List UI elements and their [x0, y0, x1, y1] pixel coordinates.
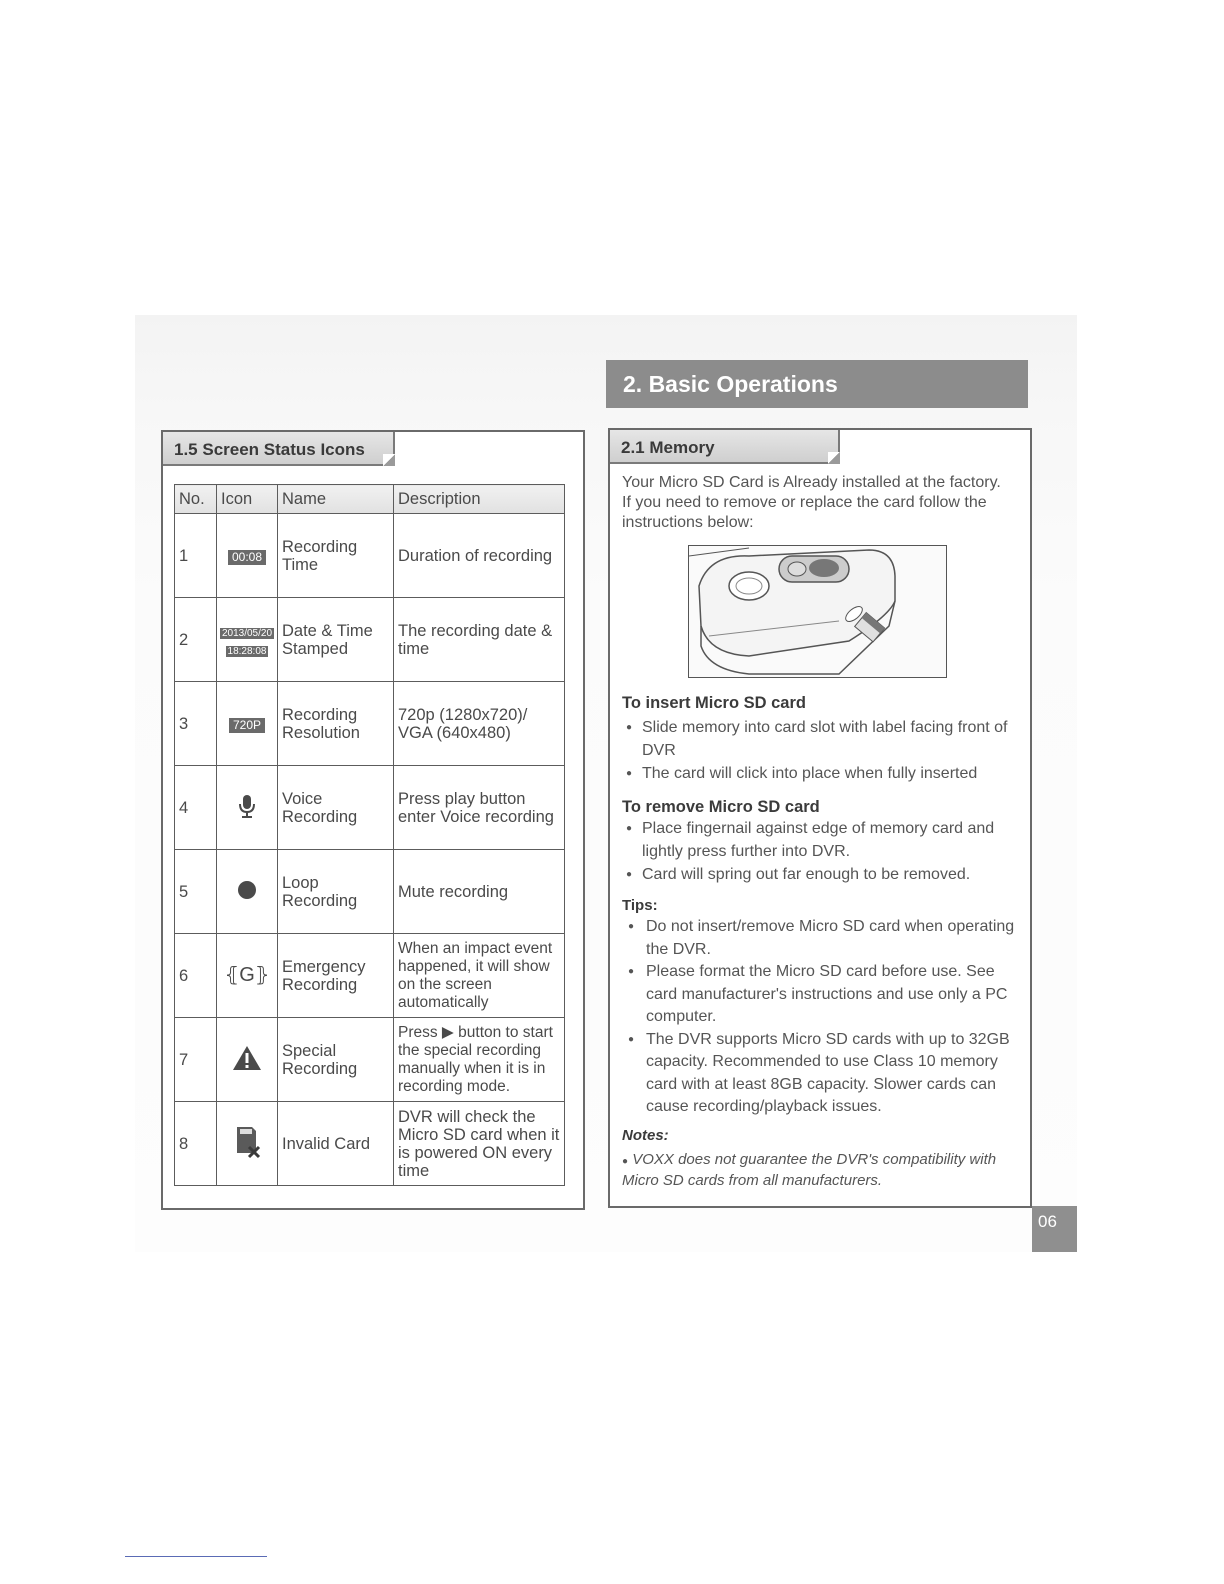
col-header-description: Description	[394, 485, 565, 514]
notes-heading: Notes:	[622, 1127, 669, 1144]
badge-date-text: 2013/05/20	[221, 627, 273, 639]
list-item: ● The DVR supports Micro SD cards with up to 32GB capacity. Recommended to use Class 10 memory card with at least 8GB capacity. Slower cards can cause recording/playback issues.	[626, 1029, 1018, 1119]
col-header-icon: Icon	[217, 485, 278, 514]
badge-time-text: 18:28:08	[227, 645, 267, 657]
chapter-header: 2. Basic Operations	[606, 360, 1028, 408]
row-number: 5	[175, 850, 217, 934]
tips-list	[626, 916, 1018, 1119]
row-description: Duration of recording	[394, 514, 565, 598]
table-row	[175, 514, 565, 598]
recording-time-badge-icon	[217, 514, 278, 598]
col-header-name: Name	[278, 485, 394, 514]
row-description: 720p (1280x720)/ VGA (640x480)	[394, 682, 565, 766]
row-description: Mute recording	[394, 850, 565, 934]
table-header-row	[175, 485, 565, 514]
table-row	[175, 598, 565, 682]
row-name: Recording Time	[278, 514, 394, 598]
row-description: Press play button enter Voice recording	[394, 766, 565, 850]
invalid-sd-card-icon	[217, 1102, 278, 1186]
row-number: 6	[175, 934, 217, 1018]
warning-triangle-icon	[217, 1018, 278, 1102]
status-icons-table	[174, 484, 565, 1186]
col-header-no: No.	[175, 485, 217, 514]
row-number: 8	[175, 1102, 217, 1186]
remove-card-heading: To remove Micro SD card	[622, 798, 820, 816]
tab-fold-corner	[383, 454, 395, 466]
row-number: 4	[175, 766, 217, 850]
insert-card-heading: To insert Micro SD card	[622, 694, 806, 712]
badge-text: 00:08	[228, 550, 266, 565]
microphone-icon	[217, 766, 278, 850]
list-item: ● Do not insert/remove Micro SD card when operating the DVR.	[626, 916, 1018, 961]
row-number: 7	[175, 1018, 217, 1102]
section-title-text: 1.5 Screen Status Icons	[174, 440, 365, 459]
table-row	[175, 934, 565, 1018]
remove-card-steps	[626, 817, 1018, 886]
list-item: ● Card will spring out far enough to be removed.	[626, 863, 1018, 886]
table-row	[175, 766, 565, 850]
section-title-memory	[610, 430, 840, 464]
row-name: Date & Time Stamped	[278, 598, 394, 682]
tips-heading: Tips:	[622, 897, 658, 914]
section-title-text: 2.1 Memory	[621, 438, 715, 457]
footer-divider	[125, 1556, 267, 1557]
table-row	[175, 1018, 565, 1102]
row-description: DVR will check the Micro SD card when it is powered ON every time	[394, 1102, 565, 1186]
row-name: Emergency Recording	[278, 934, 394, 1018]
page-number: 06	[1032, 1206, 1077, 1252]
row-number: 3	[175, 682, 217, 766]
row-name: Invalid Card	[278, 1102, 394, 1186]
record-dot-icon	[217, 850, 278, 934]
badge-text: 720P	[229, 718, 265, 733]
row-number: 1	[175, 514, 217, 598]
list-item: ● Please format the Micro SD card before use. See card manufacturer's instructions and use only a PC computer.	[626, 961, 1018, 1029]
row-name: Recording Resolution	[278, 682, 394, 766]
row-name: Special Recording	[278, 1018, 394, 1102]
sd-card-insertion-illustration	[688, 545, 947, 678]
section-title-status-icons	[163, 432, 395, 466]
g-sensor-glyph: ⦃G⦄	[224, 964, 270, 986]
g-sensor-icon	[217, 934, 278, 1018]
notes-text	[622, 1150, 1014, 1190]
list-item: ● The card will click into place when fully inserted	[626, 762, 1018, 785]
row-name: Voice Recording	[278, 766, 394, 850]
row-name: Loop Recording	[278, 850, 394, 934]
resolution-badge-icon	[217, 682, 278, 766]
list-item: ● Place fingernail against edge of memory card and lightly press further into DVR.	[626, 817, 1018, 863]
list-item: ● Slide memory into card slot with label facing front of DVR	[626, 716, 1018, 762]
row-description: Press ▶ button to start the special recording manually when it is in recording mode.	[394, 1018, 565, 1102]
row-number: 2	[175, 598, 217, 682]
tab-fold-corner	[828, 452, 840, 464]
memory-intro-text: Your Micro SD Card is Already installed at the factory. If you need to remove or replace the card follow the instructions below:	[622, 474, 1001, 531]
table-row	[175, 850, 565, 934]
row-description: When an impact event happened, it will show on the screen automatically	[394, 934, 565, 1018]
date-time-badge-icon	[217, 598, 278, 682]
bullet-dot: ●	[622, 1156, 629, 1167]
table-row	[175, 682, 565, 766]
row-description: The recording date & time	[394, 598, 565, 682]
insert-card-steps	[626, 716, 1018, 785]
table-row	[175, 1102, 565, 1186]
notes-body: VOXX does not guarantee the DVR's compatibility with Micro SD cards from all manufacturers.	[622, 1151, 997, 1189]
